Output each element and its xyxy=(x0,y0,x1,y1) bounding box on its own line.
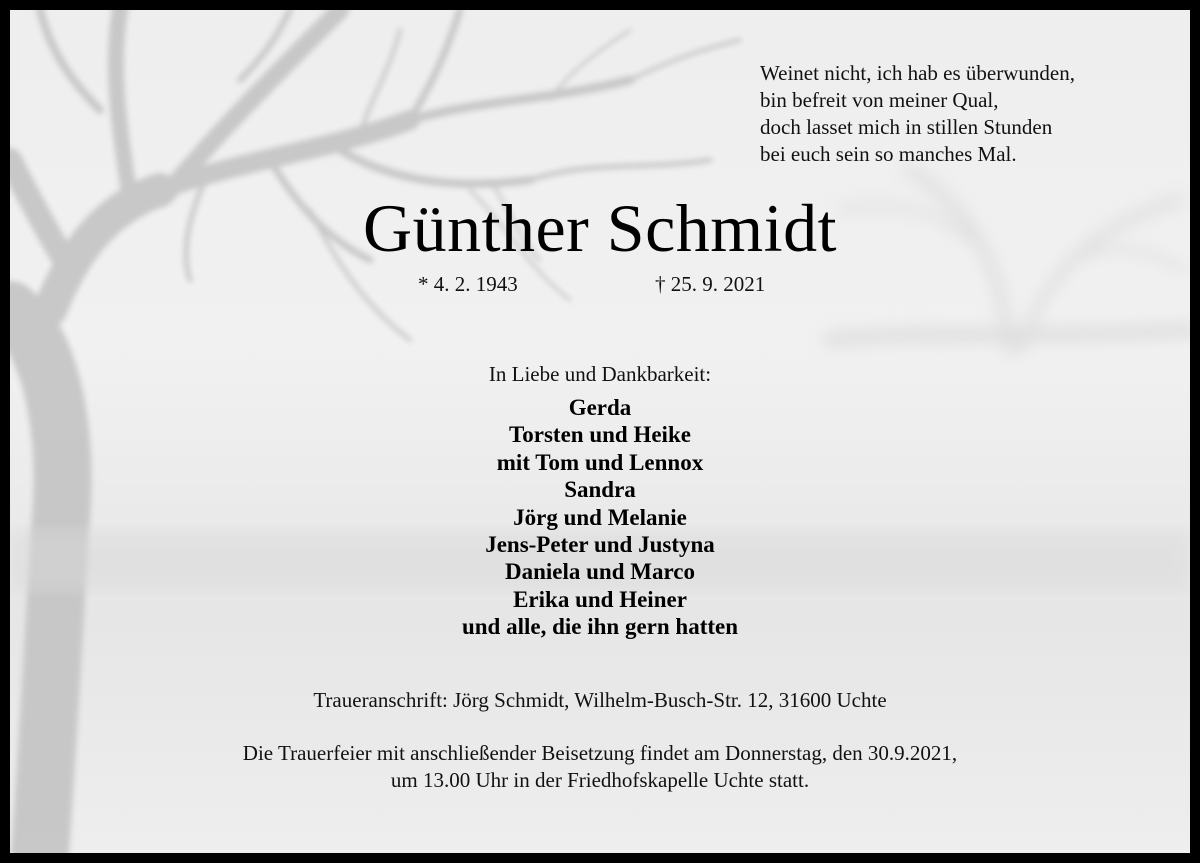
mourner-name: Daniela und Marco xyxy=(505,559,695,585)
mourner-name: Torsten und Heike xyxy=(509,422,691,448)
mourners-intro: In Liebe und Dankbarkeit: xyxy=(488,362,712,386)
deceased-name: Günther Schmidt xyxy=(362,190,837,266)
ceremony-line: um 13.00 Uhr in der Friedhofskapelle Uchte statt. xyxy=(390,768,810,792)
ceremony-notice xyxy=(10,740,1190,794)
mourning-address: Traueranschrift: Jörg Schmidt, Wilhelm-Busch-Str. 12, 31600 Uchte xyxy=(313,688,887,712)
death-date: † 25. 9. 2021 xyxy=(655,272,766,296)
verse-line: doch lasset mich in stillen Stunden xyxy=(760,115,1053,139)
mourner-name: Erika und Heiner xyxy=(513,586,687,612)
mourner-name: und alle, die ihn gern hatten xyxy=(461,614,739,640)
mourner-name: mit Tom und Lennox xyxy=(496,449,704,475)
ceremony-line: Die Trauerfeier mit anschließender Beisetzung findet am Donnerstag, den 30.9.2021, xyxy=(242,741,958,765)
mourner-name: Gerda xyxy=(568,395,632,420)
obituary-card xyxy=(10,10,1190,853)
verse-line: bei euch sein so manches Mal. xyxy=(760,142,1017,166)
verse-poem xyxy=(760,60,1075,168)
mourner-name: Jens-Peter und Justyna xyxy=(485,532,715,558)
mourner-name: Jörg und Melanie xyxy=(513,504,687,530)
verse-line: Weinet nicht, ich hab es überwunden, xyxy=(760,61,1075,85)
mourner-name: Sandra xyxy=(564,477,636,503)
birth-date: * 4. 2. 1943 xyxy=(418,272,518,296)
verse-line: bin befreit von meiner Qual, xyxy=(760,88,999,112)
mourners-list xyxy=(10,394,1190,641)
